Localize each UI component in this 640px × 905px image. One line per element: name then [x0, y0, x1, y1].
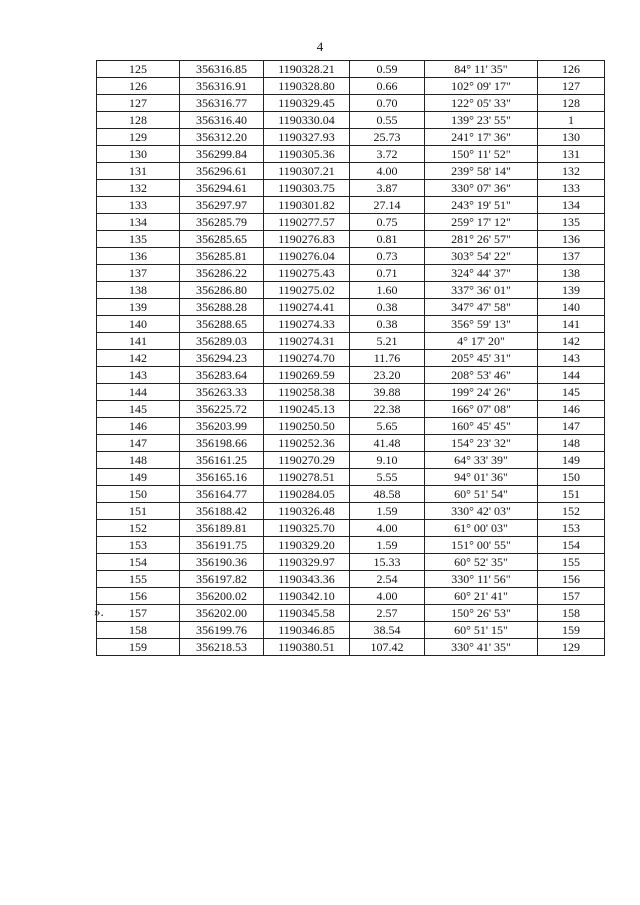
- distance-cell: 0.73: [350, 248, 425, 265]
- bearing-cell: 166° 07' 08": [425, 401, 538, 418]
- x-coordinate-cell: 356283.64: [180, 367, 264, 384]
- point-number-cell: 143: [97, 367, 180, 384]
- distance-cell: 5.55: [350, 469, 425, 486]
- point-number-cell: 149: [97, 469, 180, 486]
- table-row: [97, 78, 605, 95]
- y-coordinate-cell: 1190301.82: [264, 197, 350, 214]
- point-number-cell: 126: [97, 78, 180, 95]
- distance-cell: 9.10: [350, 452, 425, 469]
- point-number-cell: 134: [97, 214, 180, 231]
- x-coordinate-cell: 356312.20: [180, 129, 264, 146]
- table-row: [97, 605, 605, 622]
- closing-mark: ».: [94, 604, 104, 619]
- x-coordinate-cell: 356189.81: [180, 520, 264, 537]
- bearing-cell: 60° 52' 35": [425, 554, 538, 571]
- point-number-cell: 135: [97, 231, 180, 248]
- distance-cell: 3.72: [350, 146, 425, 163]
- next-point-cell: 159: [538, 622, 605, 639]
- next-point-cell: 145: [538, 384, 605, 401]
- distance-cell: 1.59: [350, 503, 425, 520]
- distance-cell: 0.66: [350, 78, 425, 95]
- point-number-cell: 151: [97, 503, 180, 520]
- x-coordinate-cell: 356288.28: [180, 299, 264, 316]
- next-point-cell: 126: [538, 61, 605, 78]
- point-number-cell: 153: [97, 537, 180, 554]
- distance-cell: 25.73: [350, 129, 425, 146]
- table-row: [97, 248, 605, 265]
- table-row: [97, 265, 605, 282]
- point-number-cell: 128: [97, 112, 180, 129]
- distance-cell: 41.48: [350, 435, 425, 452]
- bearing-cell: 139° 23' 55": [425, 112, 538, 129]
- bearing-cell: 303° 54' 22": [425, 248, 538, 265]
- point-number-cell: 138: [97, 282, 180, 299]
- next-point-cell: 136: [538, 231, 605, 248]
- bearing-cell: 154° 23' 32": [425, 435, 538, 452]
- y-coordinate-cell: 1190275.43: [264, 265, 350, 282]
- x-coordinate-cell: 356286.80: [180, 282, 264, 299]
- x-coordinate-cell: 356294.23: [180, 350, 264, 367]
- distance-cell: 3.87: [350, 180, 425, 197]
- next-point-cell: 147: [538, 418, 605, 435]
- y-coordinate-cell: 1190276.83: [264, 231, 350, 248]
- bearing-cell: 60° 51' 15": [425, 622, 538, 639]
- y-coordinate-cell: 1190328.21: [264, 61, 350, 78]
- point-number-cell: 132: [97, 180, 180, 197]
- bearing-cell: 259° 17' 12": [425, 214, 538, 231]
- point-number-cell: 129: [97, 129, 180, 146]
- next-point-cell: 156: [538, 571, 605, 588]
- distance-cell: 48.58: [350, 486, 425, 503]
- distance-cell: 23.20: [350, 367, 425, 384]
- y-coordinate-cell: 1190346.85: [264, 622, 350, 639]
- point-number-cell: 150: [97, 486, 180, 503]
- x-coordinate-cell: 356316.85: [180, 61, 264, 78]
- next-point-cell: 134: [538, 197, 605, 214]
- y-coordinate-cell: 1190250.50: [264, 418, 350, 435]
- table-row: [97, 146, 605, 163]
- next-point-cell: 144: [538, 367, 605, 384]
- point-number-cell: 156: [97, 588, 180, 605]
- y-coordinate-cell: 1190277.57: [264, 214, 350, 231]
- x-coordinate-cell: 356199.76: [180, 622, 264, 639]
- distance-cell: 22.38: [350, 401, 425, 418]
- table-row: [97, 401, 605, 418]
- distance-cell: 0.55: [350, 112, 425, 129]
- x-coordinate-cell: 356296.61: [180, 163, 264, 180]
- table-row: [97, 588, 605, 605]
- x-coordinate-cell: 356190.36: [180, 554, 264, 571]
- bearing-cell: 330° 41' 35": [425, 639, 538, 656]
- table-row: [97, 452, 605, 469]
- point-number-cell: 145: [97, 401, 180, 418]
- y-coordinate-cell: 1190330.04: [264, 112, 350, 129]
- table-row: [97, 333, 605, 350]
- distance-cell: 27.14: [350, 197, 425, 214]
- table-row: [97, 571, 605, 588]
- y-coordinate-cell: 1190274.41: [264, 299, 350, 316]
- point-number-cell: 159: [97, 639, 180, 656]
- point-number-cell: 144: [97, 384, 180, 401]
- distance-cell: 2.57: [350, 605, 425, 622]
- x-coordinate-cell: 356316.40: [180, 112, 264, 129]
- point-number-cell: 136: [97, 248, 180, 265]
- y-coordinate-cell: 1190343.36: [264, 571, 350, 588]
- distance-cell: 5.65: [350, 418, 425, 435]
- distance-cell: 11.76: [350, 350, 425, 367]
- x-coordinate-cell: 356288.65: [180, 316, 264, 333]
- next-point-cell: 130: [538, 129, 605, 146]
- x-coordinate-cell: 356218.53: [180, 639, 264, 656]
- x-coordinate-cell: 356316.77: [180, 95, 264, 112]
- point-number-cell: 137: [97, 265, 180, 282]
- next-point-cell: 155: [538, 554, 605, 571]
- distance-cell: 4.00: [350, 163, 425, 180]
- bearing-cell: 337° 36' 01": [425, 282, 538, 299]
- y-coordinate-cell: 1190278.51: [264, 469, 350, 486]
- table-row: [97, 112, 605, 129]
- table-row: [97, 384, 605, 401]
- bearing-cell: 60° 21' 41": [425, 588, 538, 605]
- table-row: [97, 163, 605, 180]
- point-number-cell: 131: [97, 163, 180, 180]
- y-coordinate-cell: 1190245.13: [264, 401, 350, 418]
- table-row: [97, 520, 605, 537]
- y-coordinate-cell: 1190303.75: [264, 180, 350, 197]
- bearing-cell: 151° 00' 55": [425, 537, 538, 554]
- bearing-cell: 243° 19' 51": [425, 197, 538, 214]
- next-point-cell: 127: [538, 78, 605, 95]
- bearing-cell: 160° 45' 45": [425, 418, 538, 435]
- x-coordinate-cell: 356316.91: [180, 78, 264, 95]
- table-row: [97, 299, 605, 316]
- y-coordinate-cell: 1190284.05: [264, 486, 350, 503]
- point-number-cell: 141: [97, 333, 180, 350]
- table-row: [97, 316, 605, 333]
- table-row: [97, 503, 605, 520]
- y-coordinate-cell: 1190345.58: [264, 605, 350, 622]
- point-number-cell: 127: [97, 95, 180, 112]
- table-row: [97, 537, 605, 554]
- table-row: [97, 129, 605, 146]
- distance-cell: 0.38: [350, 299, 425, 316]
- next-point-cell: 135: [538, 214, 605, 231]
- y-coordinate-cell: 1190326.48: [264, 503, 350, 520]
- y-coordinate-cell: 1190275.02: [264, 282, 350, 299]
- bearing-cell: 347° 47' 58": [425, 299, 538, 316]
- next-point-cell: 153: [538, 520, 605, 537]
- distance-cell: 2.54: [350, 571, 425, 588]
- distance-cell: 4.00: [350, 588, 425, 605]
- x-coordinate-cell: 356197.82: [180, 571, 264, 588]
- point-number-cell: 152: [97, 520, 180, 537]
- bearing-cell: 281° 26' 57": [425, 231, 538, 248]
- distance-cell: 0.59: [350, 61, 425, 78]
- y-coordinate-cell: 1190329.97: [264, 554, 350, 571]
- table-row: [97, 435, 605, 452]
- x-coordinate-cell: 356191.75: [180, 537, 264, 554]
- next-point-cell: 128: [538, 95, 605, 112]
- table-row: [97, 622, 605, 639]
- x-coordinate-cell: 356161.25: [180, 452, 264, 469]
- table-row: [97, 214, 605, 231]
- bearing-cell: 208° 53' 46": [425, 367, 538, 384]
- x-coordinate-cell: 356297.97: [180, 197, 264, 214]
- x-coordinate-cell: 356164.77: [180, 486, 264, 503]
- y-coordinate-cell: 1190307.21: [264, 163, 350, 180]
- bearing-cell: 61° 00' 03": [425, 520, 538, 537]
- y-coordinate-cell: 1190327.93: [264, 129, 350, 146]
- bearing-cell: 324° 44' 37": [425, 265, 538, 282]
- next-point-cell: 154: [538, 537, 605, 554]
- distance-cell: 1.60: [350, 282, 425, 299]
- point-number-cell: 146: [97, 418, 180, 435]
- distance-cell: 0.71: [350, 265, 425, 282]
- table-row: [97, 61, 605, 78]
- y-coordinate-cell: 1190258.38: [264, 384, 350, 401]
- table-row: [97, 554, 605, 571]
- point-number-cell: 133: [97, 197, 180, 214]
- y-coordinate-cell: 1190274.70: [264, 350, 350, 367]
- distance-cell: 0.75: [350, 214, 425, 231]
- next-point-cell: 149: [538, 452, 605, 469]
- y-coordinate-cell: 1190252.36: [264, 435, 350, 452]
- point-number-cell: 158: [97, 622, 180, 639]
- table-row: [97, 231, 605, 248]
- next-point-cell: 146: [538, 401, 605, 418]
- table-row: [97, 282, 605, 299]
- bearing-cell: 84° 11' 35": [425, 61, 538, 78]
- next-point-cell: 140: [538, 299, 605, 316]
- bearing-cell: 241° 17' 36": [425, 129, 538, 146]
- y-coordinate-cell: 1190380.51: [264, 639, 350, 656]
- bearing-cell: 356° 59' 13": [425, 316, 538, 333]
- x-coordinate-cell: 356263.33: [180, 384, 264, 401]
- next-point-cell: 142: [538, 333, 605, 350]
- y-coordinate-cell: 1190342.10: [264, 588, 350, 605]
- next-point-cell: 143: [538, 350, 605, 367]
- point-number-cell: 154: [97, 554, 180, 571]
- distance-cell: 0.81: [350, 231, 425, 248]
- table-row: [97, 95, 605, 112]
- bearing-cell: 122° 05' 33": [425, 95, 538, 112]
- point-number-cell: 148: [97, 452, 180, 469]
- point-number-cell: 140: [97, 316, 180, 333]
- table-row: [97, 486, 605, 503]
- bearing-cell: 60° 51' 54": [425, 486, 538, 503]
- page-number: 4: [316, 39, 324, 54]
- point-number-cell: 155: [97, 571, 180, 588]
- next-point-cell: 131: [538, 146, 605, 163]
- point-number-cell: 147: [97, 435, 180, 452]
- next-point-cell: 148: [538, 435, 605, 452]
- x-coordinate-cell: 356202.00: [180, 605, 264, 622]
- next-point-cell: 152: [538, 503, 605, 520]
- point-number-cell: 142: [97, 350, 180, 367]
- point-number-cell: 130: [97, 146, 180, 163]
- table-row: [97, 180, 605, 197]
- bearing-cell: 102° 09' 17": [425, 78, 538, 95]
- bearing-cell: 64° 33' 39": [425, 452, 538, 469]
- next-point-cell: 132: [538, 163, 605, 180]
- x-coordinate-cell: 356165.16: [180, 469, 264, 486]
- point-number-cell: 139: [97, 299, 180, 316]
- next-point-cell: 1: [538, 112, 605, 129]
- next-point-cell: 158: [538, 605, 605, 622]
- coordinates-table-body: [97, 61, 605, 656]
- y-coordinate-cell: 1190270.29: [264, 452, 350, 469]
- distance-cell: 38.54: [350, 622, 425, 639]
- distance-cell: 0.70: [350, 95, 425, 112]
- distance-cell: 39.88: [350, 384, 425, 401]
- y-coordinate-cell: 1190274.33: [264, 316, 350, 333]
- y-coordinate-cell: 1190274.31: [264, 333, 350, 350]
- table-row: [97, 350, 605, 367]
- x-coordinate-cell: 356198.66: [180, 435, 264, 452]
- bearing-cell: 199° 24' 26": [425, 384, 538, 401]
- next-point-cell: 139: [538, 282, 605, 299]
- table-row: [97, 367, 605, 384]
- y-coordinate-cell: 1190269.59: [264, 367, 350, 384]
- x-coordinate-cell: 356203.99: [180, 418, 264, 435]
- x-coordinate-cell: 356294.61: [180, 180, 264, 197]
- x-coordinate-cell: 356285.81: [180, 248, 264, 265]
- x-coordinate-cell: 356200.02: [180, 588, 264, 605]
- distance-cell: 1.59: [350, 537, 425, 554]
- x-coordinate-cell: 356286.22: [180, 265, 264, 282]
- next-point-cell: 151: [538, 486, 605, 503]
- bearing-cell: 330° 11' 56": [425, 571, 538, 588]
- y-coordinate-cell: 1190329.45: [264, 95, 350, 112]
- bearing-cell: 239° 58' 14": [425, 163, 538, 180]
- x-coordinate-cell: 356299.84: [180, 146, 264, 163]
- distance-cell: 0.38: [350, 316, 425, 333]
- point-number-cell: 125: [97, 61, 180, 78]
- table-row: [97, 639, 605, 656]
- table-row: [97, 418, 605, 435]
- bearing-cell: 4° 17' 20": [425, 333, 538, 350]
- coordinates-table: [96, 60, 605, 656]
- x-coordinate-cell: 356188.42: [180, 503, 264, 520]
- table-row: [97, 197, 605, 214]
- next-point-cell: 129: [538, 639, 605, 656]
- next-point-cell: 157: [538, 588, 605, 605]
- y-coordinate-cell: 1190329.20: [264, 537, 350, 554]
- distance-cell: 4.00: [350, 520, 425, 537]
- bearing-cell: 330° 42' 03": [425, 503, 538, 520]
- next-point-cell: 137: [538, 248, 605, 265]
- next-point-cell: 150: [538, 469, 605, 486]
- y-coordinate-cell: 1190325.70: [264, 520, 350, 537]
- bearing-cell: 330° 07' 36": [425, 180, 538, 197]
- x-coordinate-cell: 356285.65: [180, 231, 264, 248]
- distance-cell: 5.21: [350, 333, 425, 350]
- next-point-cell: 133: [538, 180, 605, 197]
- distance-cell: 15.33: [350, 554, 425, 571]
- point-number-cell: 157: [97, 605, 180, 622]
- bearing-cell: 205° 45' 31": [425, 350, 538, 367]
- next-point-cell: 138: [538, 265, 605, 282]
- distance-cell: 107.42: [350, 639, 425, 656]
- x-coordinate-cell: 356225.72: [180, 401, 264, 418]
- y-coordinate-cell: 1190305.36: [264, 146, 350, 163]
- y-coordinate-cell: 1190276.04: [264, 248, 350, 265]
- bearing-cell: 150° 11' 52": [425, 146, 538, 163]
- table-row: [97, 469, 605, 486]
- x-coordinate-cell: 356289.03: [180, 333, 264, 350]
- bearing-cell: 150° 26' 53": [425, 605, 538, 622]
- bearing-cell: 94° 01' 36": [425, 469, 538, 486]
- x-coordinate-cell: 356285.79: [180, 214, 264, 231]
- next-point-cell: 141: [538, 316, 605, 333]
- y-coordinate-cell: 1190328.80: [264, 78, 350, 95]
